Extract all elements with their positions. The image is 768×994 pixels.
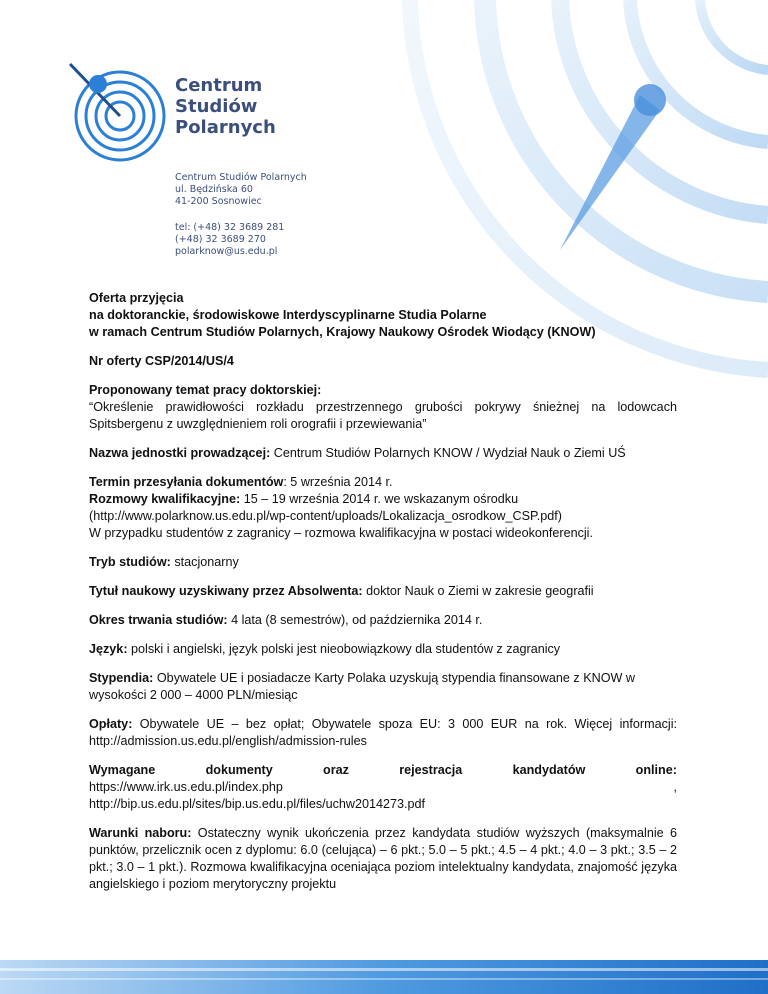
requirements-url-row	[89, 779, 677, 796]
logo-line-3: Polarnych	[175, 117, 276, 138]
interview-note: W przypadku studentów z zagranicy – rozmowa kwalifikacyjna w postaci wideokonferencji.	[89, 526, 593, 540]
conditions-text: Ostateczny wynik ukończenia przez kandydata studiów wyższych (maksymalnie 6 punktów, przelicznik ocen z dyplomu: 6.0 (celująca) – 6 pkt.; 5.0 – 5 pkt.; 4.5 – 4 pkt.; 4.0 – 3 pkt.; 3.5 – 2 pkt.; 3.0 – 1 pkt.). Rozmowa kwalifikacyjna oceniająca poziom intelektualny kandydata, znajomość języka angielskiego i poziom merytoryczny projektu	[89, 826, 677, 891]
interview-line	[89, 491, 677, 508]
offer-subtitle-1: na doktoranckie, środowiskowe Interdyscyplinarne Studia Polarne	[89, 308, 487, 322]
duration-label: Okres trwania studiów:	[89, 613, 228, 627]
duration-block	[89, 612, 677, 629]
offer-number: Nr oferty CSP/2014/US/4	[89, 354, 234, 368]
topic-text: “Określenie prawidłowości rozkładu przestrzennego grubości pokrywy śnieżnej na lodowcach Spitsbergenu z uwzględnieniem roli orografii i przewiewania”	[89, 400, 677, 431]
mode-label: Tryb studiów:	[89, 555, 171, 569]
logo-line-2: Studiów	[175, 96, 258, 117]
degree-block	[89, 583, 677, 600]
degree-text: doktor Nauk o Ziemi w zakresie geografii	[366, 584, 594, 598]
scholarship-label: Stypendia:	[89, 671, 154, 685]
offer-subtitle-2: w ramach Centrum Studiów Polarnych, Krajowy Naukowy Ośrodek Wiodący (KNOW)	[89, 325, 596, 339]
req-word-3: oraz	[323, 763, 349, 777]
req-word-5: kandydatów	[512, 763, 586, 777]
topic-label: Proponowany temat pracy doktorskiej:	[89, 383, 322, 397]
fees-label: Opłaty:	[89, 717, 133, 731]
logo-icon	[62, 58, 174, 170]
fees-text: Obywatele UE – bez opłat; Obywatele spoza EU: 3 000 EUR na rok. Więcej informacji: http://admission.us.edu.pl/english/admission-rules	[89, 717, 677, 748]
req-word-4: rejestracja	[399, 763, 463, 777]
unit-block	[89, 445, 677, 462]
language-text: polski i angielski, język polski jest nieobowiązkowy dla studentów z zagranicy	[131, 642, 561, 656]
contact-name: Centrum Studiów Polarnych	[175, 172, 307, 183]
scholarship-text: Obywatele UE i posiadacze Karty Polaka uzyskują stypendia finansowane z KNOW w wysokości 2 000 – 4000 PLN/miesiąc	[89, 671, 635, 702]
scholarship-block	[89, 670, 677, 704]
mode-block	[89, 554, 677, 571]
deadline-line	[89, 474, 677, 491]
req-word-2: dokumenty	[205, 763, 273, 777]
unit-text: Centrum Studiów Polarnych KNOW / Wydział Nauk o Ziemi UŚ	[273, 446, 626, 460]
deadline-text: : 5 września 2014 r.	[283, 475, 393, 489]
requirements-comma: ,	[673, 780, 677, 794]
deadline-label: Termin przesyłania dokumentów	[89, 475, 284, 489]
conditions-block	[89, 825, 677, 893]
radio-beam-graphic	[560, 84, 666, 250]
language-label: Język:	[89, 642, 128, 656]
contact-phone-2: (+48) 32 3689 270	[175, 234, 266, 245]
requirements-block	[89, 762, 677, 813]
degree-label: Tytuł naukowy uzyskiwany przez Absolwenta:	[89, 584, 363, 598]
logo-line-1: Centrum	[175, 75, 263, 96]
requirements-heading	[89, 762, 677, 779]
requirements-url-2[interactable]: http://bip.us.edu.pl/sites/bip.us.edu.pl/files/uchw2014273.pdf	[89, 797, 426, 811]
language-block	[89, 641, 677, 658]
interview-label: Rozmowy kwalifikacyjne:	[89, 492, 241, 506]
offer-number-block	[89, 353, 677, 370]
logo-wordmark	[175, 75, 276, 138]
interview-url[interactable]: (http://www.polarknow.us.edu.pl/wp-content/uploads/Lokalizacja_osrodkow_CSP.pdf)	[89, 509, 563, 523]
offer-title: Oferta przyjęcia	[89, 291, 184, 305]
contact-street: ul. Będzińska 60	[175, 184, 253, 195]
requirements-url-1[interactable]: https://www.irk.us.edu.pl/index.php	[89, 780, 283, 794]
contact-phone-1: tel: (+48) 32 3689 281	[175, 222, 285, 233]
mode-text: stacjonarny	[174, 555, 239, 569]
fees-block	[89, 716, 677, 750]
conditions-label: Warunki naboru:	[89, 826, 192, 840]
bottom-band	[0, 960, 768, 994]
req-word-1: Wymagane	[89, 763, 156, 777]
contact-block	[175, 172, 307, 258]
duration-text: 4 lata (8 semestrów), od października 2014 r.	[231, 613, 483, 627]
topic-block	[89, 382, 677, 433]
contact-city: 41-200 Sosnowiec	[175, 196, 262, 207]
req-word-6: online:	[635, 763, 677, 777]
offer-document	[89, 290, 677, 905]
unit-label: Nazwa jednostki prowadzącej:	[89, 446, 271, 460]
interview-text: 15 – 19 września 2014 r. we wskazanym ośrodku	[243, 492, 519, 506]
contact-email[interactable]: polarknow@us.edu.pl	[175, 246, 278, 257]
offer-header	[89, 290, 677, 341]
dates-block	[89, 474, 677, 542]
